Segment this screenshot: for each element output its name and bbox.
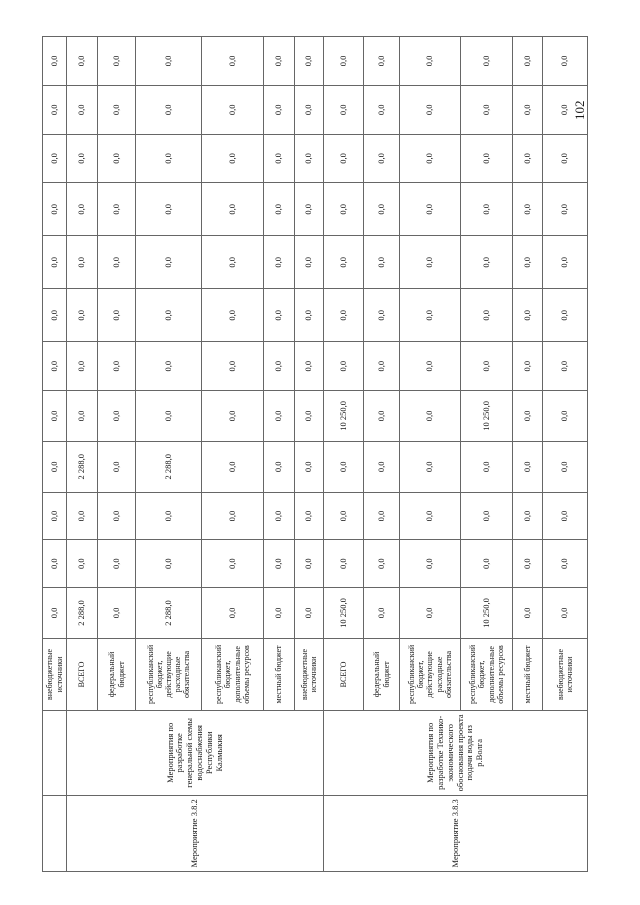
value-cell: 0,0: [461, 342, 513, 391]
value-cell: 0,0: [295, 134, 324, 183]
value-cell: 0,0: [67, 540, 98, 588]
value-cell: 0,0: [295, 289, 324, 342]
value-cell: 0,0: [67, 236, 98, 289]
funding-source-cell: ВСЕГО: [324, 638, 364, 710]
value-cell: 0,0: [400, 390, 461, 441]
value-cell: 0,0: [324, 85, 364, 134]
value-cell: 0,0: [364, 441, 400, 492]
value-cell: 0,0: [43, 390, 67, 441]
value-cell: 0,0: [295, 183, 324, 236]
funding-source-cell: федеральный бюджет: [98, 638, 136, 710]
value-cell: 0,0: [295, 342, 324, 391]
value-cell: 0,0: [43, 540, 67, 588]
value-cell: 0,0: [364, 588, 400, 639]
value-cell: 0,0: [67, 390, 98, 441]
value-cell: 0,0: [67, 289, 98, 342]
value-cell: 0,0: [136, 85, 202, 134]
value-cell: 0,0: [136, 134, 202, 183]
value-cell: 0,0: [295, 540, 324, 588]
value-cell: 0,0: [324, 37, 364, 86]
value-cell: 0,0: [324, 540, 364, 588]
value-cell: 0,0: [461, 540, 513, 588]
value-cell: 0,0: [98, 183, 136, 236]
value-cell: 0,0: [513, 236, 543, 289]
funding-source-cell: внебюджетные источники: [43, 638, 67, 710]
value-cell: 0,0: [43, 441, 67, 492]
value-cell: 0,0: [202, 183, 264, 236]
value-cell: 0,0: [400, 134, 461, 183]
value-cell: 0,0: [513, 492, 543, 540]
group-code-cell: Мероприятие 3.8.2: [67, 795, 324, 871]
value-cell: 0,0: [513, 134, 543, 183]
value-cell: 0,0: [295, 441, 324, 492]
table-body: [43, 37, 588, 872]
value-cell: 0,0: [513, 390, 543, 441]
value-cell: 0,0: [400, 37, 461, 86]
value-cell: 0,0: [513, 37, 543, 86]
value-cell: 0,0: [264, 441, 295, 492]
value-cell: 0,0: [461, 441, 513, 492]
value-cell: 2 288,0: [136, 441, 202, 492]
value-cell: 0,0: [264, 37, 295, 86]
value-cell: 0,0: [364, 492, 400, 540]
value-cell: 0,0: [136, 236, 202, 289]
value-cell: 0,0: [364, 183, 400, 236]
value-cell: 0,0: [202, 85, 264, 134]
value-cell: 0,0: [43, 183, 67, 236]
value-cell: 0,0: [324, 441, 364, 492]
value-cell: 0,0: [324, 342, 364, 391]
value-cell: 0,0: [43, 342, 67, 391]
value-cell: 0,0: [43, 492, 67, 540]
value-cell: 0,0: [324, 183, 364, 236]
value-cell: 0,0: [324, 134, 364, 183]
value-cell: 0,0: [324, 236, 364, 289]
budget-table: [42, 36, 588, 872]
value-cell: 0,0: [295, 492, 324, 540]
value-cell: 0,0: [264, 390, 295, 441]
value-cell: 0,0: [513, 441, 543, 492]
value-cell: 0,0: [136, 289, 202, 342]
value-cell: 0,0: [43, 85, 67, 134]
value-cell: 0,0: [98, 492, 136, 540]
value-cell: 0,0: [543, 37, 588, 86]
value-cell: 0,0: [264, 289, 295, 342]
funding-source-cell: местный бюджет: [513, 638, 543, 710]
value-cell: 0,0: [136, 183, 202, 236]
value-cell: 0,0: [513, 588, 543, 639]
value-cell: 2 288,0: [67, 441, 98, 492]
value-cell: 0,0: [136, 342, 202, 391]
value-cell: 0,0: [364, 85, 400, 134]
value-cell: 0,0: [461, 289, 513, 342]
value-cell: 0,0: [264, 342, 295, 391]
value-cell: 0,0: [400, 492, 461, 540]
value-cell: 0,0: [364, 342, 400, 391]
value-cell: 0,0: [400, 441, 461, 492]
group-title-cell: Мероприятия по разработке Технико-экономического обоснования проекта подачи воды из р.Волга: [324, 710, 588, 795]
value-cell: 0,0: [202, 390, 264, 441]
value-cell: 0,0: [67, 492, 98, 540]
value-cell: 0,0: [543, 588, 588, 639]
value-cell: 0,0: [98, 289, 136, 342]
value-cell: 2 288,0: [67, 588, 98, 639]
value-cell: 0,0: [98, 342, 136, 391]
value-cell: 0,0: [98, 236, 136, 289]
value-cell: 0,0: [264, 492, 295, 540]
funding-source-cell: внебюджетные источники: [295, 638, 324, 710]
value-cell: 0,0: [295, 588, 324, 639]
funding-source-cell: республиканский бюджет, действующие расходные обязательства: [136, 638, 202, 710]
value-cell: 0,0: [136, 390, 202, 441]
value-cell: 0,0: [461, 492, 513, 540]
value-cell: 10 250,0: [461, 390, 513, 441]
value-cell: 0,0: [67, 183, 98, 236]
value-cell: 0,0: [43, 37, 67, 86]
value-cell: 0,0: [295, 236, 324, 289]
value-cell: 0,0: [461, 236, 513, 289]
funding-source-cell: республиканский бюджет, действующие расходные обязательства: [400, 638, 461, 710]
value-cell: 0,0: [98, 85, 136, 134]
value-cell: 0,0: [136, 37, 202, 86]
value-cell: 0,0: [295, 85, 324, 134]
funding-source-cell: республиканский бюджет, дополнительные объемы ресурсов: [202, 638, 264, 710]
value-cell: 0,0: [98, 134, 136, 183]
value-cell: 0,0: [67, 37, 98, 86]
value-cell: 0,0: [543, 492, 588, 540]
value-cell: 0,0: [400, 588, 461, 639]
funding-source-cell: ВСЕГО: [67, 638, 98, 710]
value-cell: 0,0: [513, 183, 543, 236]
value-cell: 0,0: [43, 134, 67, 183]
value-cell: 0,0: [543, 289, 588, 342]
value-cell: 0,0: [264, 134, 295, 183]
value-cell: 0,0: [202, 289, 264, 342]
value-cell: 10 250,0: [324, 588, 364, 639]
value-cell: 0,0: [264, 236, 295, 289]
value-cell: 0,0: [543, 236, 588, 289]
value-cell: 0,0: [264, 540, 295, 588]
value-cell: 0,0: [513, 289, 543, 342]
value-cell: 0,0: [98, 441, 136, 492]
value-cell: 0,0: [295, 37, 324, 86]
value-cell: 0,0: [202, 342, 264, 391]
value-cell: 0,0: [202, 441, 264, 492]
group-title-cell: Мероприятия по разработке генеральной схемы водоснабжения Республики Калмыкия: [67, 710, 324, 795]
funding-source-cell: местный бюджет: [264, 638, 295, 710]
value-cell: 0,0: [400, 289, 461, 342]
value-cell: 0,0: [202, 492, 264, 540]
table-row: [67, 37, 98, 872]
value-cell: 0,0: [43, 289, 67, 342]
value-cell: 0,0: [543, 540, 588, 588]
value-cell: 0,0: [136, 492, 202, 540]
value-cell: 2 288,0: [136, 588, 202, 639]
group-code-cell: Мероприятие 3.8.3: [324, 795, 588, 871]
value-cell: 0,0: [364, 37, 400, 86]
value-cell: 0,0: [461, 85, 513, 134]
value-cell: 0,0: [43, 588, 67, 639]
value-cell: 0,0: [364, 390, 400, 441]
value-cell: 0,0: [364, 134, 400, 183]
value-cell: 0,0: [543, 390, 588, 441]
value-cell: 0,0: [202, 588, 264, 639]
funding-source-cell: республиканский бюджет, дополнительные объемы ресурсов: [461, 638, 513, 710]
value-cell: 0,0: [400, 540, 461, 588]
group-code-cell: [43, 795, 67, 871]
value-cell: 0,0: [461, 37, 513, 86]
value-cell: 0,0: [202, 236, 264, 289]
value-cell: 0,0: [264, 183, 295, 236]
value-cell: 0,0: [364, 540, 400, 588]
value-cell: 0,0: [264, 588, 295, 639]
value-cell: 10 250,0: [461, 588, 513, 639]
value-cell: 0,0: [400, 342, 461, 391]
value-cell: 0,0: [543, 342, 588, 391]
value-cell: 0,0: [461, 134, 513, 183]
value-cell: 0,0: [67, 134, 98, 183]
value-cell: 0,0: [364, 236, 400, 289]
group-title-cell: [43, 710, 67, 795]
value-cell: 0,0: [543, 134, 588, 183]
value-cell: 0,0: [400, 183, 461, 236]
value-cell: 0,0: [98, 390, 136, 441]
value-cell: 0,0: [324, 289, 364, 342]
value-cell: 0,0: [513, 85, 543, 134]
value-cell: 0,0: [202, 134, 264, 183]
value-cell: 0,0: [543, 85, 588, 134]
value-cell: 0,0: [264, 85, 295, 134]
value-cell: 0,0: [400, 236, 461, 289]
value-cell: 0,0: [136, 540, 202, 588]
table-row: [43, 37, 67, 872]
value-cell: 10 250,0: [324, 390, 364, 441]
value-cell: 0,0: [67, 342, 98, 391]
value-cell: 0,0: [513, 540, 543, 588]
funding-source-cell: федеральный бюджет: [364, 638, 400, 710]
table-row: [324, 37, 364, 872]
value-cell: 0,0: [43, 236, 67, 289]
value-cell: 0,0: [324, 492, 364, 540]
value-cell: 0,0: [543, 441, 588, 492]
value-cell: 0,0: [364, 289, 400, 342]
value-cell: 0,0: [461, 183, 513, 236]
funding-source-cell: внебюджетные источники: [543, 638, 588, 710]
value-cell: 0,0: [543, 183, 588, 236]
value-cell: 0,0: [202, 540, 264, 588]
page-number: 102: [572, 100, 587, 120]
value-cell: 0,0: [98, 588, 136, 639]
value-cell: 0,0: [295, 390, 324, 441]
value-cell: 0,0: [67, 85, 98, 134]
value-cell: 0,0: [202, 37, 264, 86]
value-cell: 0,0: [98, 540, 136, 588]
value-cell: 0,0: [98, 37, 136, 86]
value-cell: 0,0: [513, 342, 543, 391]
value-cell: 0,0: [400, 85, 461, 134]
